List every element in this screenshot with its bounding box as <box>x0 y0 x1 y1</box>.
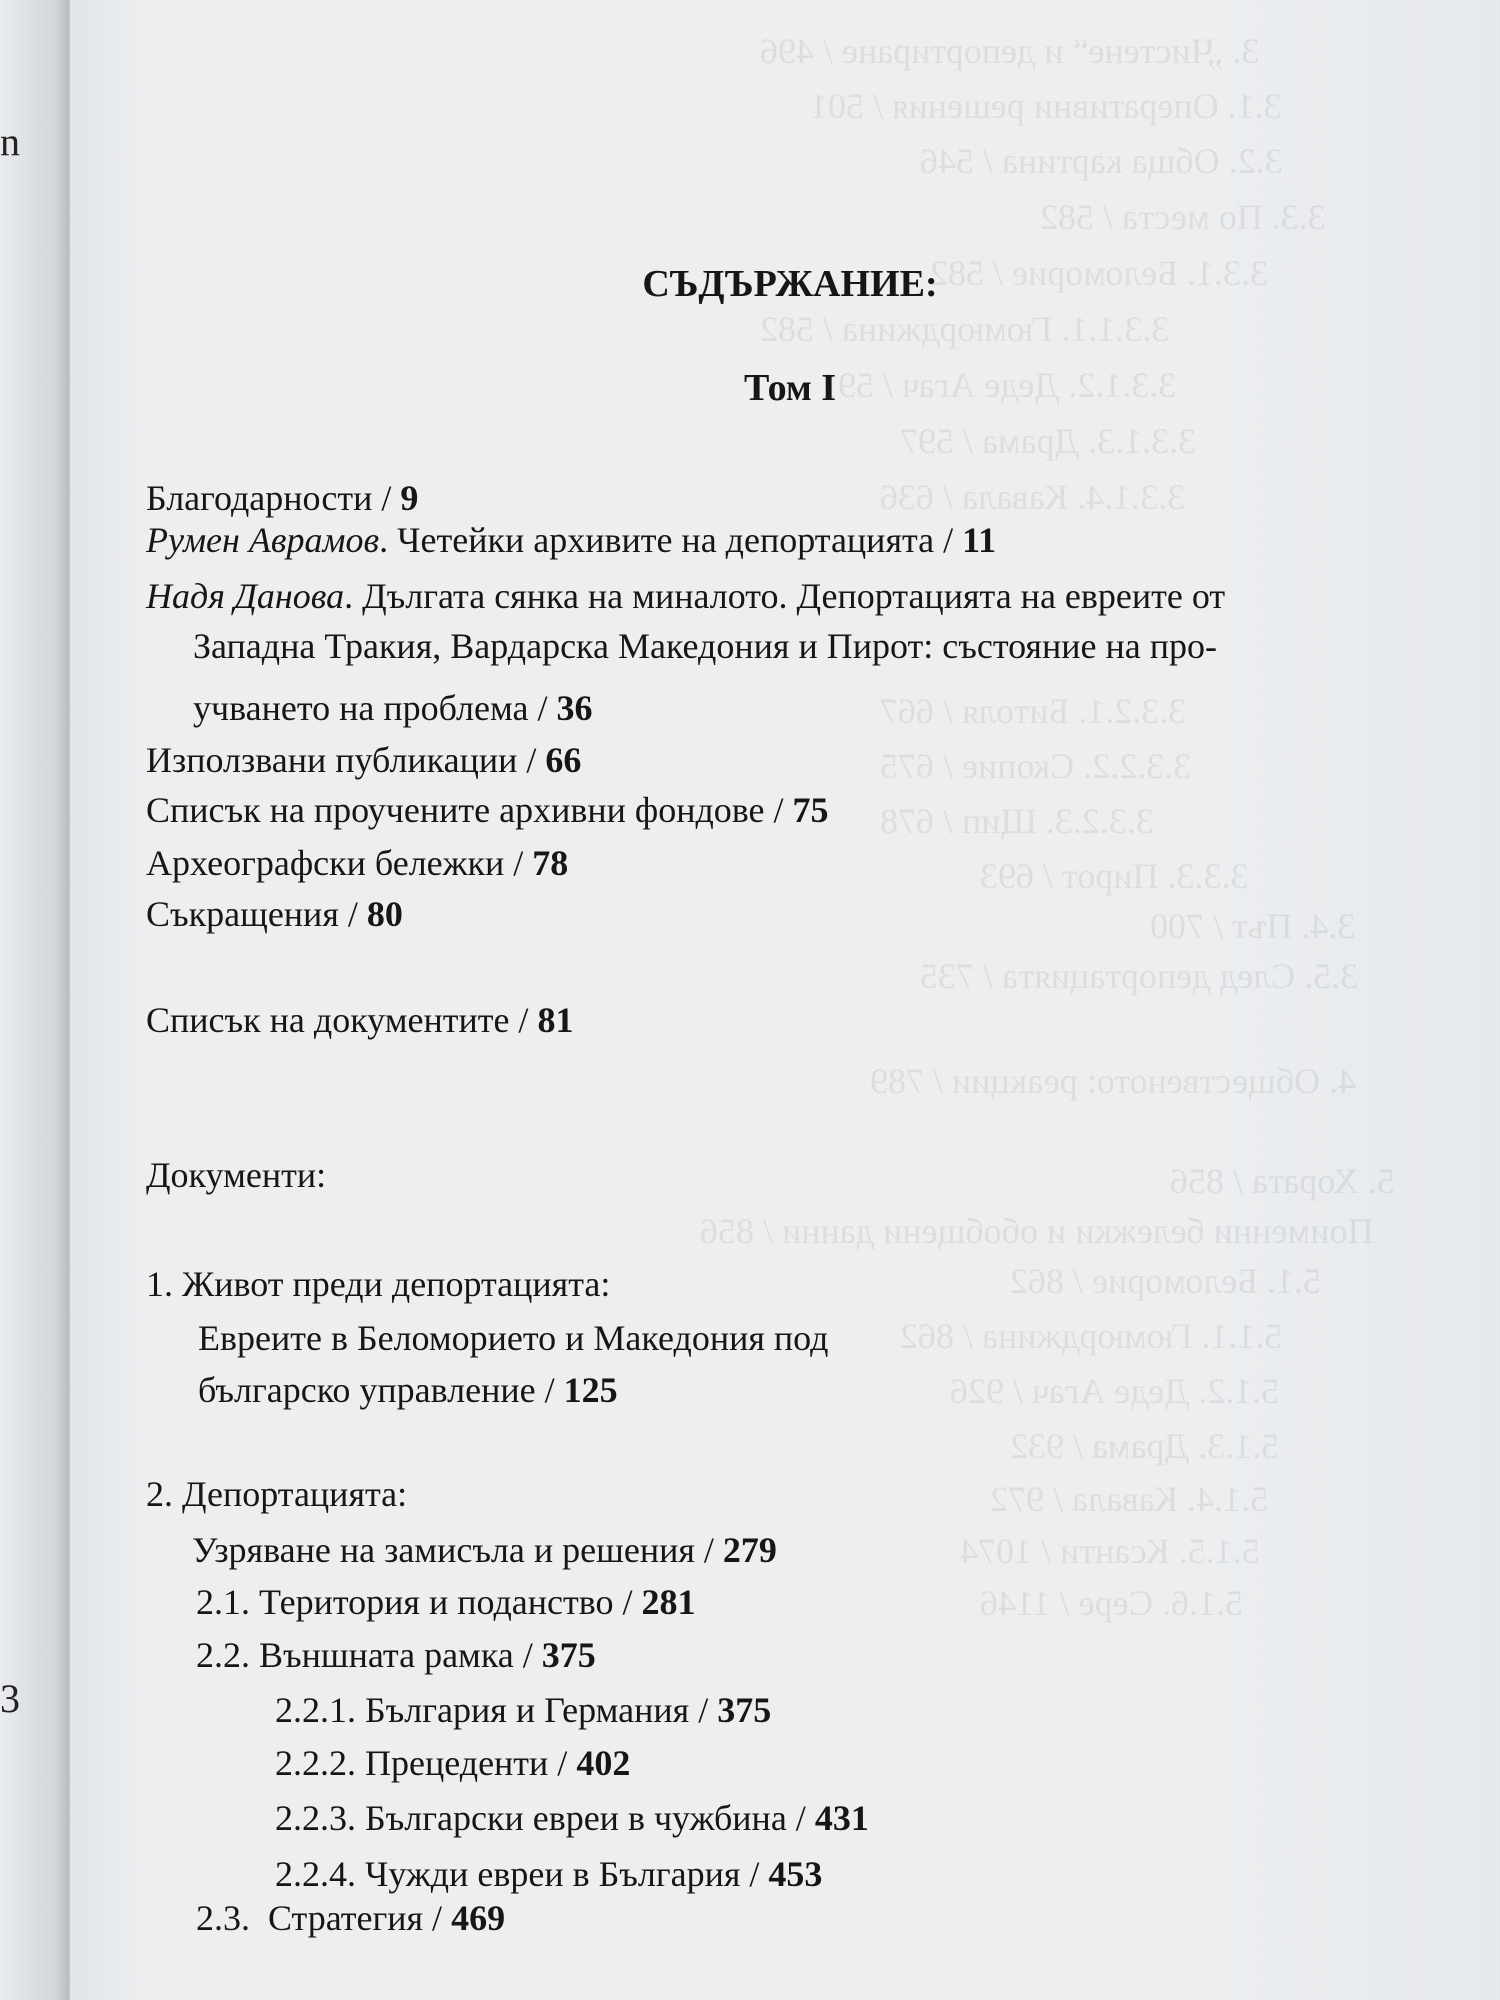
show-through-line: 3.1. Оперативни решения / 501 <box>810 86 1282 126</box>
toc-entry-label: учването на проблема / <box>193 688 557 728</box>
show-through-line: 5.1. Беломорие / 862 <box>1010 1261 1321 1301</box>
toc-page-number: 279 <box>722 1530 777 1570</box>
toc-section <box>146 1266 610 1302</box>
toc-entry-label: българско управление / <box>198 1370 564 1410</box>
toc-subsection <box>196 1637 596 1673</box>
documents-heading: Документи: <box>146 1155 327 1195</box>
show-through-line: 3. „Чистене“ и депортиране / 496 <box>760 31 1260 71</box>
toc-author: Надя Данова <box>146 576 345 616</box>
toc-page-number: 66 <box>545 740 582 780</box>
toc-entry-label: 2.2. Външната рамка / <box>196 1635 542 1675</box>
show-through-line: Поименни бележки и обобщени данни / 856 <box>700 1211 1374 1251</box>
toc-entry <box>146 578 1225 614</box>
toc-entry-label: 1. Живот преди депортацията: <box>146 1264 611 1304</box>
toc-page-number: 80 <box>366 894 403 934</box>
toc-entry-label: Евреите в Беломорието и Македония под <box>198 1318 829 1358</box>
show-through-line: 3.3.1.1. Гюмюрджина / 582 <box>760 309 1170 349</box>
show-through-line: 3.3.2.3. Щип / 678 <box>880 801 1154 841</box>
toc-page-number: 281 <box>641 1582 696 1622</box>
toc-entry <box>146 845 568 881</box>
show-through-line: 5.1.1. Гюмюрджина / 862 <box>900 1316 1283 1356</box>
show-through-line: 3.3.1.3. Драма / 597 <box>900 421 1197 461</box>
show-through-line: 5.1.2. Деде Агач / 926 <box>950 1371 1280 1411</box>
toc-entry <box>146 480 418 516</box>
toc-subsubsection <box>275 1745 630 1781</box>
toc-entry <box>146 522 996 558</box>
toc-entry <box>146 792 829 828</box>
toc-entry-label: Благодарности / <box>146 478 401 518</box>
toc-entry-label: 2.3. Стратегия / <box>196 1898 452 1938</box>
show-through-line: 5.1.5. Ксанти / 1074 <box>960 1531 1260 1571</box>
toc-author: Румен Аврамов <box>146 520 380 560</box>
toc-entry-label: 2.2.4. Чужди евреи в България / <box>275 1854 769 1894</box>
show-through-line: 3.3.2.2. Скопие / 675 <box>880 746 1192 786</box>
toc-page-number: 78 <box>532 843 569 883</box>
toc-entry-label: 2.2.1. България и Германия / <box>275 1690 718 1730</box>
toc-entry-label: 2.2.3. Български евреи в чужбина / <box>275 1798 815 1838</box>
toc-entry-label: . Дългата сянка на миналото. Депортацията на евреите от <box>344 576 1226 616</box>
toc-subsubsection <box>275 1856 822 1892</box>
show-through-line: 3.3. По места / 582 <box>1040 197 1326 237</box>
toc-page-number: 75 <box>792 790 829 830</box>
toc-subsection <box>196 1584 695 1620</box>
toc-page-number: 125 <box>563 1370 618 1410</box>
toc-subsubsection <box>275 1692 771 1728</box>
show-through-line: 3.4. Път / 700 <box>1150 906 1356 946</box>
toc-page-number: 453 <box>768 1854 823 1894</box>
show-through-line: 3.2. Обща картина / 546 <box>920 141 1283 181</box>
toc-page-number: 431 <box>814 1798 869 1838</box>
toc-subsubsection <box>275 1800 869 1836</box>
toc-page-number: 81 <box>537 1000 574 1040</box>
toc-entry <box>146 742 581 778</box>
show-through-line: 3.5. След депортацията / 735 <box>920 956 1359 996</box>
show-through-line: 5.1.3. Драма / 932 <box>1010 1426 1280 1466</box>
toc-section-continuation <box>198 1372 618 1408</box>
toc-entry <box>146 896 403 932</box>
toc-entry-label: 2. Депортацията: <box>146 1474 408 1514</box>
toc-entry-continuation <box>193 628 1217 664</box>
toc-page-number: 11 <box>962 520 997 560</box>
toc-entry-label: Списък на проучените архивни фондове / <box>146 790 793 830</box>
toc-entry <box>146 1002 573 1038</box>
show-through-line: 3.3.3. Пирот / 693 <box>980 856 1249 896</box>
toc-section <box>146 1476 407 1512</box>
volume-title: Том I <box>743 367 837 409</box>
toc-entry-label: Узряване на замисъла и решения / <box>192 1530 723 1570</box>
show-through-line: 3.3.1.2. Деде Агач / 591 <box>820 365 1177 405</box>
previous-page-glyph: n <box>0 119 20 164</box>
toc-entry-label: Съкращения / <box>146 894 367 934</box>
toc-entry-label: 2.2.2. Прецеденти / <box>275 1743 577 1783</box>
show-through-line: 5. Хората / 856 <box>1170 1161 1395 1201</box>
show-through-line: 3.3.1. Беломорие / 582 <box>930 253 1268 293</box>
toc-page-number: 36 <box>556 688 593 728</box>
show-through-line: 5.1.4. Кавала / 972 <box>990 1479 1269 1519</box>
toc-entry-label: Списък на документите / <box>146 1000 538 1040</box>
show-through-line: 3.3.1.4. Кавала / 636 <box>880 477 1186 517</box>
toc-subsection <box>196 1900 505 1936</box>
toc-entry-label: 2.1. Територия и поданство / <box>196 1582 642 1622</box>
show-through-line: 4. Общественото: реакции / 789 <box>870 1061 1357 1101</box>
toc-page-number: 375 <box>717 1690 772 1730</box>
show-through-line: 3.3.2.1. Битоля / 667 <box>880 691 1187 731</box>
toc-entry-label: Археографски бележки / <box>146 843 533 883</box>
toc-section-continuation <box>192 1532 777 1568</box>
previous-page-glyph: 3 <box>0 1676 20 1721</box>
toc-page-number: 9 <box>400 478 419 518</box>
toc-entry-label: . Четейки архивите на депортацията / <box>379 520 963 560</box>
toc-entry-label: Западна Тракия, Вардарска Македония и Пирот: състояние на про- <box>193 626 1217 666</box>
toc-page-number: 375 <box>541 1635 596 1675</box>
page-title: СЪДЪРЖАНИЕ: <box>642 263 938 305</box>
toc-entry-label: Използвани публикации / <box>146 740 546 780</box>
toc-entry-continuation <box>193 690 593 726</box>
toc-section-continuation <box>198 1320 828 1356</box>
toc-page-number: 469 <box>451 1898 506 1938</box>
show-through-line: 5.1.6. Сере / 1146 <box>980 1583 1244 1623</box>
toc-page-number: 402 <box>576 1743 631 1783</box>
